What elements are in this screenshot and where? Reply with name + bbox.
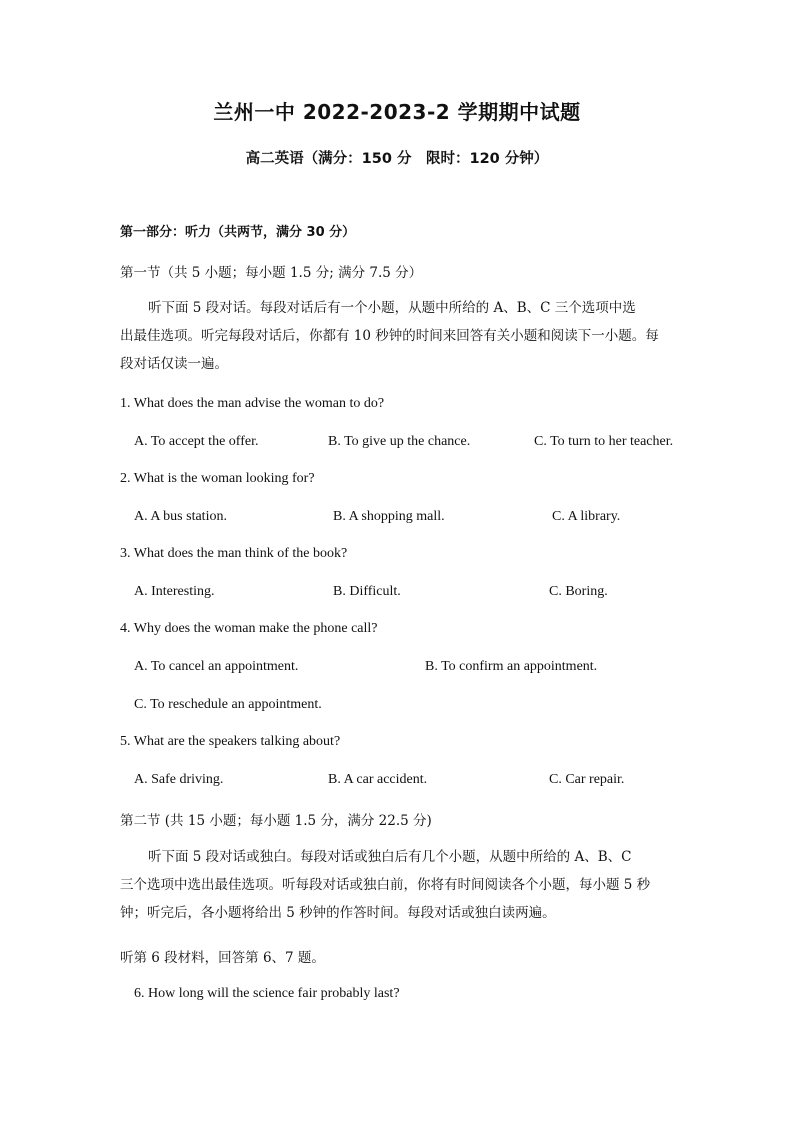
question-1-stem: 1. What does the man advise the woman to do?	[120, 396, 385, 411]
question-5-stem: 5. What are the speakers talking about?	[120, 734, 341, 749]
section1-instructions	[120, 294, 675, 378]
question-2-stem: 2. What is the woman looking for?	[120, 471, 315, 486]
question-5-option-b: B. A car accident.	[328, 772, 428, 787]
question-1-option-c: C. To turn to her teacher.	[534, 434, 674, 449]
question-4-stem: 4. Why does the woman make the phone call?	[120, 621, 378, 636]
question-4-option-a: A. To cancel an appointment.	[134, 659, 299, 674]
exam-subtitle: 高二英语（满分：150 分 限时：120 分钟）	[245, 151, 549, 167]
section1-instruction-line: 段对话仅读一遍。	[120, 356, 228, 372]
question-2-option-b: B. A shopping mall.	[333, 509, 445, 524]
question-3-option-b: B. Difficult.	[333, 584, 401, 599]
section2-instruction-line: 听下面 5 段对话或独白。每段对话或独白后有几个小题，从题中所给的 A、B、C	[148, 849, 632, 865]
question-5-option-a: A. Safe driving.	[134, 772, 224, 787]
question-1-option-b: B. To give up the chance.	[328, 434, 471, 449]
section2-instructions	[120, 843, 675, 927]
section1-instruction-line: 出最佳选项。听完每段对话后，你都有 10 秒钟的时间来回答有关小题和阅读下一小题。每	[120, 328, 659, 344]
section2-instruction-line: 三个选项中选出最佳选项。听每段对话或独白前，你将有时间阅读各个小题，每小题 5 秒	[120, 877, 651, 893]
section2-heading: 第二节 (共 15 小题；每小题 1.5 分，满分 22.5 分)	[120, 813, 432, 829]
part1-heading: 第一部分：听力（共两节，满分 30 分）	[120, 225, 356, 240]
material-note: 听第 6 段材料，回答第 6、7 题。	[120, 950, 325, 966]
exam-title: 兰州一中 2022-2023-2 学期期中试题	[213, 100, 581, 124]
section2-instruction-line: 钟；听完后，各小题将给出 5 秒钟的作答时间。每段对话或独白读两遍。	[120, 905, 556, 921]
question-3-option-a: A. Interesting.	[134, 584, 215, 599]
question-6-stem: 6. How long will the science fair probably last?	[134, 986, 400, 1001]
question-2-option-c: C. A library.	[552, 509, 621, 524]
section1-heading: 第一节（共 5 小题；每小题 1.5 分; 满分 7.5 分）	[120, 265, 423, 281]
question-3-option-c: C. Boring.	[549, 584, 608, 599]
question-2-option-a: A. A bus station.	[134, 509, 227, 524]
question-4-option-b: B. To confirm an appointment.	[425, 659, 598, 674]
question-3-stem: 3. What does the man think of the book?	[120, 546, 348, 561]
question-5-option-c: C. Car repair.	[549, 772, 625, 787]
section1-instruction-line: 听下面 5 段对话。每段对话后有一个小题，从题中所给的 A、B、C 三个选项中选	[148, 300, 636, 316]
question-1-option-a: A. To accept the offer.	[134, 434, 259, 449]
question-4-option-c: C. To reschedule an appointment.	[134, 697, 322, 712]
